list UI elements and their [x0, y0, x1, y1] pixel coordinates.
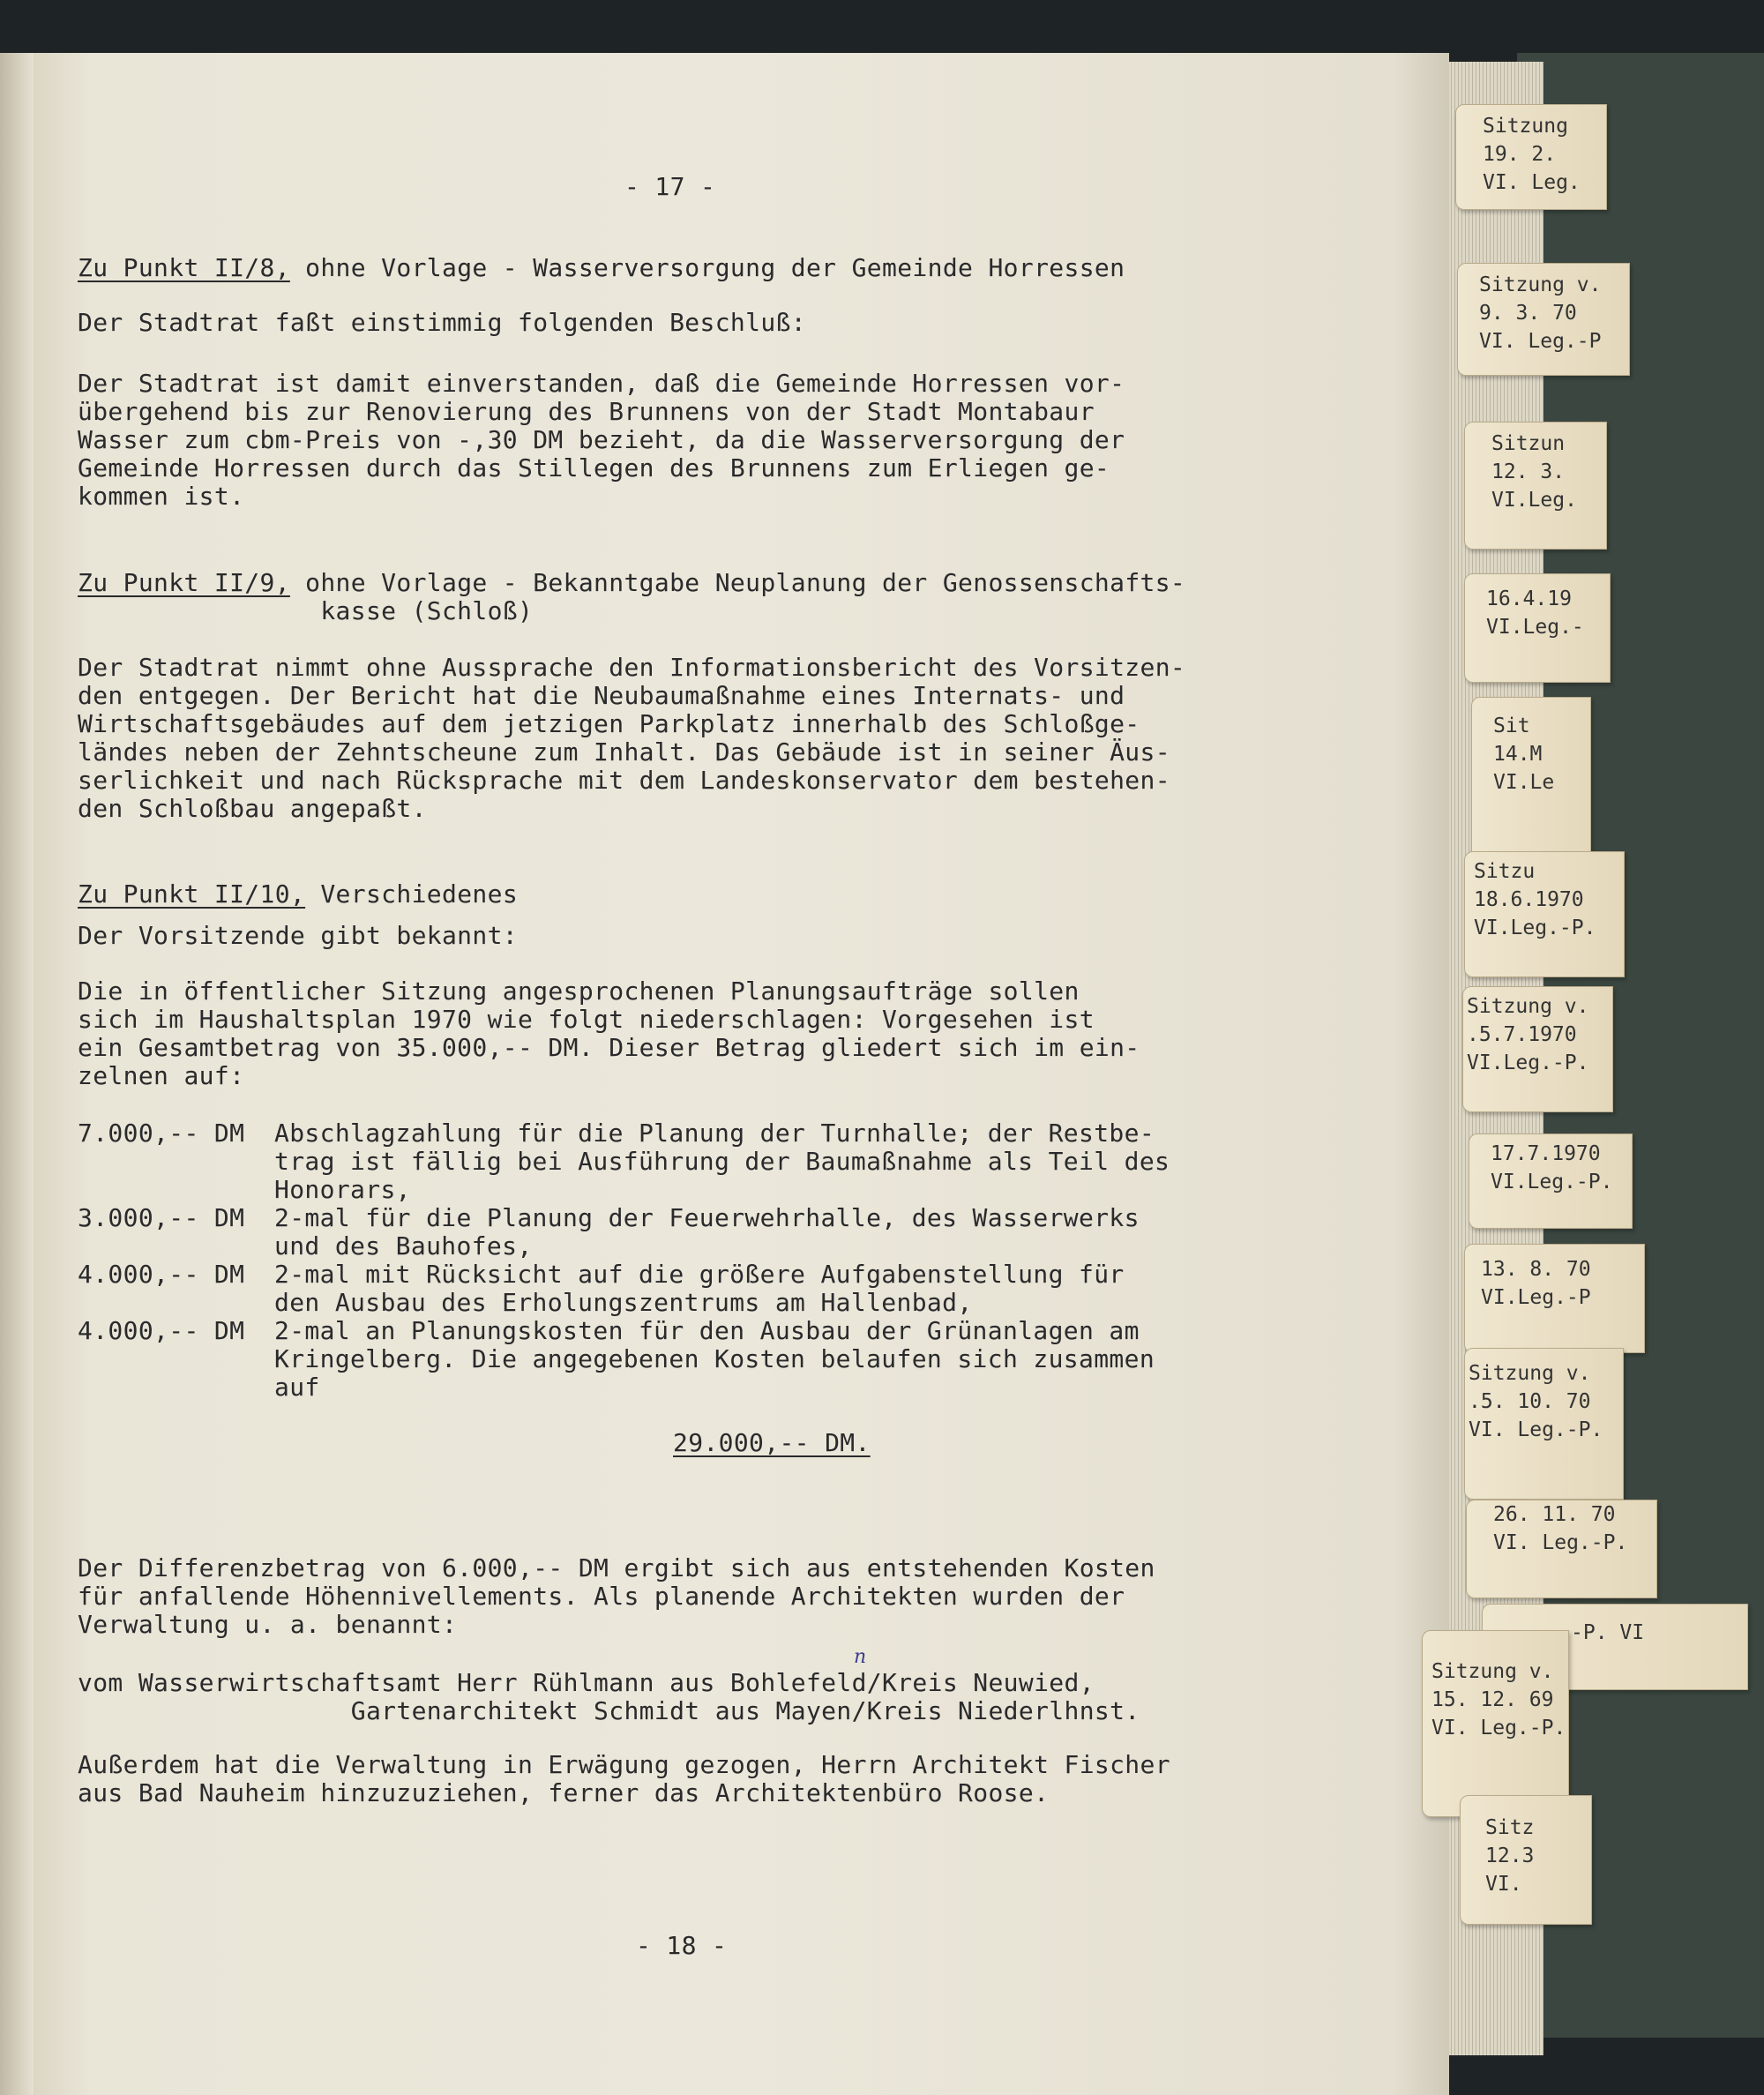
- tab-line: VI.Le: [1493, 771, 1555, 794]
- tab-line: 9. 3. 70: [1479, 302, 1577, 325]
- paragraph-line: Der Vorsitzende gibt bekannt:: [78, 921, 519, 950]
- section-heading-ii-9: [78, 569, 1185, 597]
- index-tab[interactable]: [1464, 422, 1607, 550]
- tab-line: Sitzung v.: [1467, 995, 1589, 1018]
- tab-line: Sit: [1493, 715, 1530, 737]
- tab-line: VI. Leg.-P.: [1493, 1531, 1628, 1554]
- tab-line: 12.3: [1485, 1844, 1535, 1867]
- budget-description-line: Kringelberg. Die angegebenen Kosten belaufen sich zusammen: [274, 1344, 1155, 1373]
- budget-description-line: auf: [274, 1373, 320, 1402]
- tab-line: 14.M: [1493, 743, 1543, 766]
- budget-amount: 3.000,-- DM: [78, 1203, 245, 1232]
- tab-line: VI. Leg.-P.: [1431, 1717, 1566, 1740]
- tab-line: 13. 8. 70: [1481, 1258, 1591, 1281]
- budget-amount: 4.000,-- DM: [78, 1316, 245, 1345]
- paragraph-line: aus Bad Nauheim hinzuzuziehen, ferner das Architektenbüro Roose.: [78, 1778, 1050, 1807]
- section-label: Zu Punkt II/10,: [78, 879, 306, 909]
- paragraph-line: übergehend bis zur Renovierung des Brunnens von der Stadt Montabaur: [78, 397, 1095, 426]
- section-heading-continuation: kasse (Schloß): [78, 596, 534, 625]
- tab-line: VI.Leg.-: [1486, 616, 1584, 639]
- section-heading-ii-8: [78, 254, 1125, 282]
- tab-line: Sitz: [1485, 1816, 1535, 1839]
- tab-line: Sitzung v.: [1431, 1660, 1554, 1683]
- architect-line: Gartenarchitekt Schmidt aus Mayen/Kreis Niederlhnst.: [78, 1696, 1140, 1725]
- tab-line: VI. Leg.-P.: [1469, 1418, 1603, 1441]
- paragraph-line: Die in öffentlicher Sitzung angesprochenen Planungsaufträge sollen: [78, 976, 1080, 1006]
- index-tab[interactable]: [1464, 1348, 1624, 1500]
- paragraph-line: Außerdem hat die Verwaltung in Erwägung gezogen, Herrn Architekt Fischer: [78, 1750, 1170, 1779]
- left-page-edge: [0, 53, 34, 2095]
- tab-line: .5.7.1970: [1467, 1023, 1577, 1046]
- index-tab[interactable]: [1457, 263, 1630, 376]
- paragraph-line: ein Gesamtbetrag von 35.000,-- DM. Dieser Betrag gliedert sich im ein-: [78, 1033, 1140, 1062]
- paragraph-line: Der Stadtrat ist damit einverstanden, daß die Gemeinde Horressen vor-: [78, 369, 1125, 398]
- tab-line: VI.Leg.-P: [1481, 1286, 1591, 1309]
- section-title: ohne Vorlage - Bekanntgabe Neuplanung der Genossenschafts-: [289, 568, 1186, 597]
- tab-line: 18.6.1970: [1474, 888, 1584, 911]
- budget-description-line: Abschlagzahlung für die Planung der Turnhalle; der Restbe-: [274, 1119, 1155, 1148]
- section-label: Zu Punkt II/9,: [78, 568, 290, 597]
- tab-line: Sitzung v.: [1479, 273, 1602, 296]
- paragraph-line: für anfallende Höhennivellements. Als planende Architekten wurden der: [78, 1582, 1125, 1611]
- page-number-top: - 17 -: [624, 172, 716, 201]
- paragraph-line: Der Differenzbetrag von 6.000,-- DM ergibt sich aus entstehenden Kosten: [78, 1553, 1155, 1582]
- index-tab[interactable]: [1471, 697, 1591, 867]
- paragraph-line: ländes neben der Zehntscheune zum Inhalt. Das Gebäude ist in seiner Äus-: [78, 737, 1170, 767]
- paragraph-line: sich im Haushaltsplan 1970 wie folgt niederschlagen: Vorgesehen ist: [78, 1005, 1095, 1034]
- section-label: Zu Punkt II/8,: [78, 253, 290, 282]
- handwritten-correction: n: [854, 1646, 867, 1668]
- tab-line: VI. Leg.: [1483, 171, 1581, 194]
- tab-line: 26. 11. 70: [1493, 1503, 1616, 1526]
- paragraph-line: den Schloßbau angepaßt.: [78, 794, 427, 823]
- budget-description-line: und des Bauhofes,: [274, 1231, 533, 1261]
- index-tab[interactable]: [1466, 1500, 1657, 1598]
- tab-line: 19. 2.: [1483, 143, 1557, 166]
- section-title: Verschiedenes: [305, 879, 519, 909]
- paragraph-line: den entgegen. Der Bericht hat die Neubaumaßnahme eines Internats- und: [78, 681, 1125, 710]
- tab-line: VI.Leg.-P.: [1474, 917, 1596, 939]
- budget-description-line: 2-mal an Planungskosten für den Ausbau der Grünanlagen am: [274, 1316, 1140, 1345]
- budget-description-line: trag ist fällig bei Ausführung der Baumaßnahme als Teil des: [274, 1147, 1170, 1176]
- budget-description-line: Honorars,: [274, 1175, 411, 1204]
- paragraph-line: Wirtschaftsgebäudes auf dem jetzigen Parkplatz innerhalb des Schloßge-: [78, 709, 1140, 738]
- paragraph-line: Verwaltung u. a. benannt:: [78, 1610, 458, 1639]
- document-page: [34, 53, 1449, 2095]
- paragraph-line: Wasser zum cbm-Preis von -,30 DM bezieht, da die Wasserversorgung der: [78, 425, 1125, 454]
- budget-total: 29.000,-- DM.: [673, 1428, 871, 1457]
- budget-description-line: 2-mal mit Rücksicht auf die größere Aufgabenstellung für: [274, 1260, 1125, 1289]
- tab-line: .5. 10. 70: [1469, 1390, 1591, 1413]
- budget-description-line: 2-mal für die Planung der Feuerwehrhalle, des Wasserwerks: [274, 1203, 1140, 1232]
- tab-line: 16.4.19: [1486, 587, 1572, 610]
- tab-line: VI.: [1485, 1873, 1522, 1896]
- section-title: ohne Vorlage - Wasserversorgung der Gemeinde Horressen: [289, 253, 1125, 282]
- tab-line: VI.Leg.-P.: [1491, 1171, 1613, 1193]
- paragraph-line: serlichkeit und nach Rücksprache mit dem Landeskonservator dem bestehen-: [78, 766, 1170, 795]
- paragraph-line: Der Stadtrat nimmt ohne Aussprache den Informationsbericht des Vorsitzen-: [78, 653, 1186, 682]
- architect-line: vom Wasserwirtschaftsamt Herr Rühlmann aus Bohlefeld/Kreis Neuwied,: [78, 1668, 1095, 1697]
- index-tab[interactable]: [1462, 986, 1613, 1112]
- paragraph-line: Der Stadtrat faßt einstimmig folgenden Beschluß:: [78, 308, 806, 337]
- index-tab[interactable]: [1460, 1795, 1592, 1925]
- tab-line: Sitzun: [1491, 432, 1566, 455]
- tab-line: -P. VI: [1571, 1621, 1645, 1644]
- budget-amount: 7.000,-- DM: [78, 1119, 245, 1148]
- index-tab[interactable]: [1464, 851, 1625, 977]
- tab-line: VI. Leg.-P: [1479, 330, 1602, 353]
- index-tab[interactable]: [1469, 1134, 1633, 1229]
- index-tab[interactable]: [1464, 1244, 1645, 1353]
- page-number-bottom: - 18 -: [636, 1931, 728, 1960]
- budget-description-line: den Ausbau des Erholungszentrums am Hallenbad,: [274, 1288, 973, 1317]
- tab-line: 12. 3.: [1491, 460, 1566, 483]
- index-tab[interactable]: [1455, 104, 1607, 210]
- tab-line: Sitzung v.: [1469, 1362, 1591, 1385]
- paragraph-line: zelnen auf:: [78, 1061, 245, 1090]
- index-tab[interactable]: [1422, 1630, 1569, 1817]
- paragraph-line: Gemeinde Horressen durch das Stillegen des Brunnens zum Erliegen ge-: [78, 453, 1110, 483]
- tab-line: VI.Leg.: [1491, 489, 1577, 512]
- tab-line: Sitzu: [1474, 860, 1536, 883]
- section-heading-ii-10: [78, 880, 518, 909]
- tab-line: VI.Leg.-P.: [1467, 1051, 1589, 1074]
- tab-line: 17.7.1970: [1491, 1142, 1601, 1165]
- tab-line: 15. 12. 69: [1431, 1688, 1554, 1711]
- paragraph-line: kommen ist.: [78, 482, 245, 511]
- tab-line: Sitzung: [1483, 115, 1568, 138]
- budget-amount: 4.000,-- DM: [78, 1260, 245, 1289]
- index-tab[interactable]: [1464, 573, 1611, 683]
